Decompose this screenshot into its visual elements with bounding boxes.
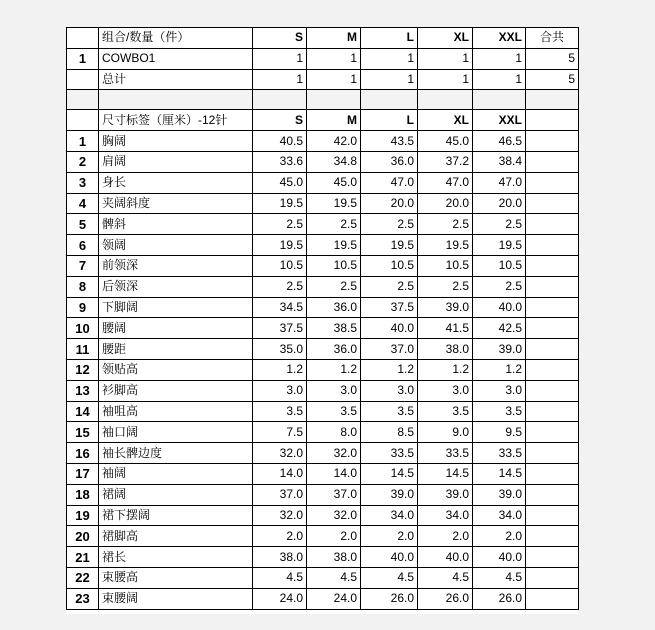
measurement-value-cell[interactable]: 2.5 [418, 276, 473, 297]
cell[interactable] [361, 90, 418, 110]
measurement-value-cell[interactable]: 2.0 [307, 526, 361, 547]
measurement-value-cell[interactable]: 2.0 [361, 526, 418, 547]
measurement-value-cell[interactable]: 37.0 [307, 484, 361, 505]
row-index-cell[interactable]: 13 [67, 380, 99, 401]
row-index-cell[interactable]: 7 [67, 255, 99, 276]
measurement-value-cell[interactable]: 1.2 [473, 359, 526, 380]
quantity-cell[interactable]: 1 [473, 69, 526, 90]
total-header-cell[interactable]: 合共 [526, 28, 579, 49]
measurement-value-cell[interactable]: 34.0 [473, 505, 526, 526]
measurement-name-cell[interactable]: 身长 [99, 172, 253, 193]
size-header-cell[interactable]: XXL [473, 28, 526, 49]
measurement-value-cell[interactable]: 39.0 [473, 339, 526, 360]
measurement-value-cell[interactable]: 2.5 [307, 276, 361, 297]
measurement-value-cell[interactable]: 47.0 [473, 172, 526, 193]
measurement-value-cell[interactable]: 45.0 [253, 172, 307, 193]
size-header-row [67, 110, 579, 131]
row-index-cell[interactable]: 18 [67, 484, 99, 505]
measurement-row [67, 484, 579, 505]
measurement-value-cell[interactable]: 26.0 [418, 588, 473, 609]
measurement-name-cell[interactable]: 裙下摆阔 [99, 505, 253, 526]
measurement-value-cell[interactable]: 38.4 [473, 151, 526, 172]
row-index-cell[interactable]: 11 [67, 339, 99, 360]
total-cell[interactable]: 5 [526, 48, 579, 69]
quantity-cell[interactable]: 1 [253, 48, 307, 69]
measurement-name-cell[interactable]: 下脚阔 [99, 297, 253, 318]
measurement-name-cell[interactable]: 髀斜 [99, 214, 253, 235]
measurement-value-cell[interactable]: 3.0 [361, 380, 418, 401]
measurement-value-cell[interactable]: 37.0 [361, 339, 418, 360]
measurement-value-cell[interactable]: 2.5 [473, 214, 526, 235]
row-index-cell[interactable]: 5 [67, 214, 99, 235]
measurement-row [67, 567, 579, 588]
row-index-cell[interactable]: 4 [67, 193, 99, 214]
measurement-row [67, 422, 579, 443]
measurement-value-cell[interactable]: 39.0 [418, 297, 473, 318]
measurement-value-cell[interactable]: 2.0 [418, 526, 473, 547]
measurement-row [67, 235, 579, 256]
empty-cell[interactable] [526, 422, 579, 443]
measurement-name-cell[interactable]: 前领深 [99, 255, 253, 276]
measurement-value-cell[interactable]: 1.2 [253, 359, 307, 380]
measurement-row [67, 380, 579, 401]
measurement-value-cell[interactable]: 1.2 [307, 359, 361, 380]
measurement-value-cell[interactable]: 40.5 [253, 131, 307, 152]
measurement-row [67, 401, 579, 422]
row-index-cell[interactable]: 8 [67, 276, 99, 297]
measurement-value-cell[interactable]: 33.5 [473, 443, 526, 464]
measurement-row [67, 547, 579, 568]
measurement-value-cell[interactable]: 3.0 [253, 380, 307, 401]
header-label-cell[interactable]: 组合/数量（件） [99, 28, 253, 49]
measurement-value-cell[interactable]: 19.5 [307, 193, 361, 214]
quantity-cell[interactable]: 1 [361, 48, 418, 69]
measurement-value-cell[interactable]: 3.5 [418, 401, 473, 422]
measurement-value-cell[interactable]: 20.0 [361, 193, 418, 214]
measurement-row [67, 151, 579, 172]
row-index-cell[interactable]: 20 [67, 526, 99, 547]
empty-cell[interactable] [526, 193, 579, 214]
measurement-value-cell[interactable]: 38.0 [307, 547, 361, 568]
measurement-value-cell[interactable]: 8.5 [361, 422, 418, 443]
empty-cell[interactable] [526, 214, 579, 235]
measurement-name-cell[interactable]: 肩阔 [99, 151, 253, 172]
measurement-name-cell[interactable]: 夹阔斜度 [99, 193, 253, 214]
measurement-value-cell[interactable]: 39.0 [473, 484, 526, 505]
quantity-cell[interactable]: 1 [307, 69, 361, 90]
measurement-value-cell[interactable]: 38.0 [253, 547, 307, 568]
row-index-cell[interactable]: 2 [67, 151, 99, 172]
row-index-cell[interactable]: 15 [67, 422, 99, 443]
row-index-cell[interactable]: 1 [67, 48, 99, 69]
measurement-name-cell[interactable]: 袖口阔 [99, 422, 253, 443]
empty-cell[interactable] [526, 547, 579, 568]
measurement-value-cell[interactable]: 2.0 [253, 526, 307, 547]
row-index-cell[interactable] [67, 110, 99, 131]
measurement-value-cell[interactable]: 43.5 [361, 131, 418, 152]
quantity-cell[interactable]: 1 [418, 69, 473, 90]
measurement-value-cell[interactable]: 34.0 [418, 505, 473, 526]
measurement-value-cell[interactable]: 1.2 [361, 359, 418, 380]
empty-cell[interactable] [526, 151, 579, 172]
measurement-name-cell[interactable]: 裙阔 [99, 484, 253, 505]
measurement-value-cell[interactable]: 39.0 [418, 484, 473, 505]
measurement-value-cell[interactable]: 1.2 [418, 359, 473, 380]
measurement-value-cell[interactable]: 40.0 [473, 547, 526, 568]
measurement-row [67, 359, 579, 380]
measurement-value-cell[interactable]: 19.5 [418, 235, 473, 256]
measurement-name-cell[interactable]: 束腰高 [99, 567, 253, 588]
measurement-row [67, 214, 579, 235]
cell[interactable] [418, 90, 473, 110]
measurement-value-cell[interactable]: 33.5 [418, 443, 473, 464]
empty-cell[interactable] [526, 484, 579, 505]
size-header-cell[interactable]: XL [418, 110, 473, 131]
quantity-section [67, 28, 579, 90]
measurement-value-cell[interactable]: 37.5 [361, 297, 418, 318]
measurement-value-cell[interactable]: 33.5 [361, 443, 418, 464]
empty-cell[interactable] [526, 172, 579, 193]
quantity-cell[interactable]: 1 [361, 69, 418, 90]
measurement-value-cell[interactable]: 26.0 [473, 588, 526, 609]
measurement-value-cell[interactable]: 37.0 [253, 484, 307, 505]
measurement-value-cell[interactable]: 36.0 [307, 297, 361, 318]
measurement-row [67, 255, 579, 276]
row-index-cell[interactable]: 21 [67, 547, 99, 568]
cell[interactable] [99, 90, 253, 110]
quantity-row [67, 69, 579, 90]
measurement-value-cell[interactable]: 24.0 [253, 588, 307, 609]
measurement-value-cell[interactable]: 19.5 [473, 235, 526, 256]
gap-row [67, 90, 579, 110]
measurement-value-cell[interactable]: 24.0 [307, 588, 361, 609]
measurement-value-cell[interactable]: 3.5 [473, 401, 526, 422]
measurement-value-cell[interactable]: 14.0 [253, 463, 307, 484]
measurement-row [67, 276, 579, 297]
total-cell[interactable]: 5 [526, 69, 579, 90]
measurement-value-cell[interactable]: 3.0 [418, 380, 473, 401]
measurement-value-cell[interactable]: 37.5 [253, 318, 307, 339]
measurement-value-cell[interactable]: 36.0 [307, 339, 361, 360]
empty-cell[interactable] [526, 339, 579, 360]
size-header-cell[interactable]: XXL [473, 110, 526, 131]
measurement-row [67, 526, 579, 547]
measurement-name-cell[interactable]: 胸阔 [99, 131, 253, 152]
measurement-value-cell[interactable]: 19.5 [361, 235, 418, 256]
quantity-cell[interactable]: 1 [307, 48, 361, 69]
measurement-value-cell[interactable]: 19.5 [253, 193, 307, 214]
row-index-cell[interactable]: 19 [67, 505, 99, 526]
empty-cell[interactable] [526, 505, 579, 526]
measurement-value-cell[interactable]: 38.0 [418, 339, 473, 360]
measurement-name-cell[interactable]: 领阔 [99, 235, 253, 256]
measurement-value-cell[interactable]: 42.0 [307, 131, 361, 152]
measurement-value-cell[interactable]: 45.0 [418, 131, 473, 152]
empty-cell[interactable] [526, 235, 579, 256]
row-index-cell[interactable]: 9 [67, 297, 99, 318]
cell[interactable] [253, 90, 307, 110]
measurement-value-cell[interactable]: 3.0 [307, 380, 361, 401]
measurement-value-cell[interactable]: 37.2 [418, 151, 473, 172]
measurement-value-cell[interactable]: 34.0 [361, 505, 418, 526]
measurement-name-cell[interactable]: 袖阔 [99, 463, 253, 484]
measurement-value-cell[interactable]: 10.5 [418, 255, 473, 276]
measurement-value-cell[interactable]: 4.5 [307, 567, 361, 588]
spec-grid [66, 27, 579, 610]
measurement-name-cell[interactable]: 袖咀高 [99, 401, 253, 422]
measurement-value-cell[interactable]: 45.0 [307, 172, 361, 193]
measurement-row [67, 339, 579, 360]
measurement-value-cell[interactable]: 32.0 [253, 505, 307, 526]
measurement-value-cell[interactable]: 19.5 [253, 235, 307, 256]
measurement-value-cell[interactable]: 10.5 [307, 255, 361, 276]
measurement-row [67, 131, 579, 152]
row-index-cell[interactable] [67, 69, 99, 90]
measurement-value-cell[interactable]: 40.0 [473, 297, 526, 318]
empty-cell[interactable] [526, 567, 579, 588]
measurement-row [67, 588, 579, 609]
measurement-value-cell[interactable]: 7.5 [253, 422, 307, 443]
measurement-value-cell[interactable]: 36.0 [361, 151, 418, 172]
measurement-row [67, 318, 579, 339]
gap-section [67, 90, 579, 110]
measurement-value-cell[interactable]: 14.5 [361, 463, 418, 484]
measurement-value-cell[interactable]: 14.5 [418, 463, 473, 484]
empty-cell[interactable] [526, 401, 579, 422]
measurement-value-cell[interactable]: 39.0 [361, 484, 418, 505]
measurement-value-cell[interactable]: 4.5 [418, 567, 473, 588]
measurement-value-cell[interactable]: 2.5 [307, 214, 361, 235]
size-header-cell[interactable]: L [361, 110, 418, 131]
row-index-cell[interactable] [67, 28, 99, 49]
measurement-value-cell[interactable]: 10.5 [361, 255, 418, 276]
size-section [67, 110, 579, 609]
measurement-value-cell[interactable]: 40.0 [418, 547, 473, 568]
quantity-cell[interactable]: 1 [253, 69, 307, 90]
measurement-row [67, 463, 579, 484]
empty-cell[interactable] [526, 110, 579, 131]
quantity-cell[interactable]: 1 [418, 48, 473, 69]
cell[interactable] [526, 90, 579, 110]
measurement-value-cell[interactable]: 2.0 [473, 526, 526, 547]
empty-cell[interactable] [526, 463, 579, 484]
cell[interactable] [67, 90, 99, 110]
sheet-bottom-margin [66, 614, 578, 630]
measurement-value-cell[interactable]: 41.5 [418, 318, 473, 339]
measurement-value-cell[interactable]: 20.0 [418, 193, 473, 214]
measurement-value-cell[interactable]: 19.5 [307, 235, 361, 256]
measurement-value-cell[interactable]: 26.0 [361, 588, 418, 609]
measurement-value-cell[interactable]: 32.0 [253, 443, 307, 464]
measurement-value-cell[interactable]: 3.0 [473, 380, 526, 401]
measurement-value-cell[interactable]: 40.0 [361, 318, 418, 339]
quantity-row [67, 48, 579, 69]
measurement-name-cell[interactable]: 袖长髀边度 [99, 443, 253, 464]
measurement-value-cell[interactable]: 46.5 [473, 131, 526, 152]
measurement-name-cell[interactable]: 腰距 [99, 339, 253, 360]
measurement-value-cell[interactable]: 40.0 [361, 547, 418, 568]
measurement-value-cell[interactable]: 4.5 [473, 567, 526, 588]
measurement-value-cell[interactable]: 3.5 [253, 401, 307, 422]
spreadsheet [66, 27, 578, 614]
empty-cell[interactable] [526, 318, 579, 339]
size-header-cell[interactable]: M [307, 28, 361, 49]
measurement-value-cell[interactable]: 2.5 [253, 276, 307, 297]
measurement-value-cell[interactable]: 47.0 [418, 172, 473, 193]
measurement-value-cell[interactable]: 9.0 [418, 422, 473, 443]
row-index-cell[interactable]: 17 [67, 463, 99, 484]
header-label-cell[interactable]: 尺寸标签（厘米）-12针 [99, 110, 253, 131]
item-name-cell[interactable]: 总计 [99, 69, 253, 90]
size-header-cell[interactable]: M [307, 110, 361, 131]
measurement-value-cell[interactable]: 2.5 [361, 276, 418, 297]
empty-cell[interactable] [526, 359, 579, 380]
size-header-cell[interactable]: XL [418, 28, 473, 49]
measurement-name-cell[interactable]: 领贴高 [99, 359, 253, 380]
measurement-value-cell[interactable]: 14.0 [307, 463, 361, 484]
measurement-row [67, 172, 579, 193]
measurement-value-cell[interactable]: 8.0 [307, 422, 361, 443]
measurement-value-cell[interactable]: 9.5 [473, 422, 526, 443]
measurement-value-cell[interactable]: 10.5 [253, 255, 307, 276]
size-header-cell[interactable]: S [253, 110, 307, 131]
measurement-value-cell[interactable]: 2.5 [253, 214, 307, 235]
row-index-cell[interactable]: 14 [67, 401, 99, 422]
measurement-value-cell[interactable]: 20.0 [473, 193, 526, 214]
measurement-value-cell[interactable]: 2.5 [361, 214, 418, 235]
cell[interactable] [473, 90, 526, 110]
measurement-value-cell[interactable]: 4.5 [361, 567, 418, 588]
measurement-value-cell[interactable]: 47.0 [361, 172, 418, 193]
measurement-value-cell[interactable]: 32.0 [307, 505, 361, 526]
row-index-cell[interactable]: 16 [67, 443, 99, 464]
measurement-value-cell[interactable]: 2.5 [473, 276, 526, 297]
measurement-value-cell[interactable]: 35.0 [253, 339, 307, 360]
measurement-name-cell[interactable]: 腰阔 [99, 318, 253, 339]
empty-cell[interactable] [526, 526, 579, 547]
size-header-cell[interactable]: S [253, 28, 307, 49]
measurement-value-cell[interactable]: 32.0 [307, 443, 361, 464]
empty-cell[interactable] [526, 588, 579, 609]
size-header-cell[interactable]: L [361, 28, 418, 49]
empty-cell[interactable] [526, 255, 579, 276]
measurement-row [67, 297, 579, 318]
measurement-value-cell[interactable]: 33.6 [253, 151, 307, 172]
empty-cell[interactable] [526, 297, 579, 318]
empty-cell[interactable] [526, 131, 579, 152]
row-index-cell[interactable]: 3 [67, 172, 99, 193]
measurement-value-cell[interactable]: 3.5 [307, 401, 361, 422]
measurement-value-cell[interactable]: 38.5 [307, 318, 361, 339]
measurement-row [67, 193, 579, 214]
quantity-header-row [67, 28, 579, 49]
empty-cell[interactable] [526, 443, 579, 464]
measurement-name-cell[interactable]: 束腰阔 [99, 588, 253, 609]
quantity-cell[interactable]: 1 [473, 48, 526, 69]
measurement-row [67, 505, 579, 526]
measurement-value-cell[interactable]: 14.5 [473, 463, 526, 484]
row-index-cell[interactable]: 12 [67, 359, 99, 380]
measurement-name-cell[interactable]: 裙脚高 [99, 526, 253, 547]
measurement-value-cell[interactable]: 10.5 [473, 255, 526, 276]
measurement-name-cell[interactable]: 裙长 [99, 547, 253, 568]
measurement-value-cell[interactable]: 34.8 [307, 151, 361, 172]
empty-cell[interactable] [526, 380, 579, 401]
cell[interactable] [307, 90, 361, 110]
measurement-row [67, 443, 579, 464]
measurement-name-cell[interactable]: 后领深 [99, 276, 253, 297]
row-index-cell[interactable]: 6 [67, 235, 99, 256]
row-index-cell[interactable]: 10 [67, 318, 99, 339]
row-index-cell[interactable]: 23 [67, 588, 99, 609]
row-index-cell[interactable]: 22 [67, 567, 99, 588]
measurement-value-cell[interactable]: 42.5 [473, 318, 526, 339]
measurement-value-cell[interactable]: 34.5 [253, 297, 307, 318]
row-index-cell[interactable]: 1 [67, 131, 99, 152]
measurement-value-cell[interactable]: 2.5 [418, 214, 473, 235]
item-name-cell[interactable]: COWBO1 [99, 48, 253, 69]
empty-cell[interactable] [526, 276, 579, 297]
measurement-name-cell[interactable]: 衫脚高 [99, 380, 253, 401]
measurement-value-cell[interactable]: 4.5 [253, 567, 307, 588]
measurement-value-cell[interactable]: 3.5 [361, 401, 418, 422]
